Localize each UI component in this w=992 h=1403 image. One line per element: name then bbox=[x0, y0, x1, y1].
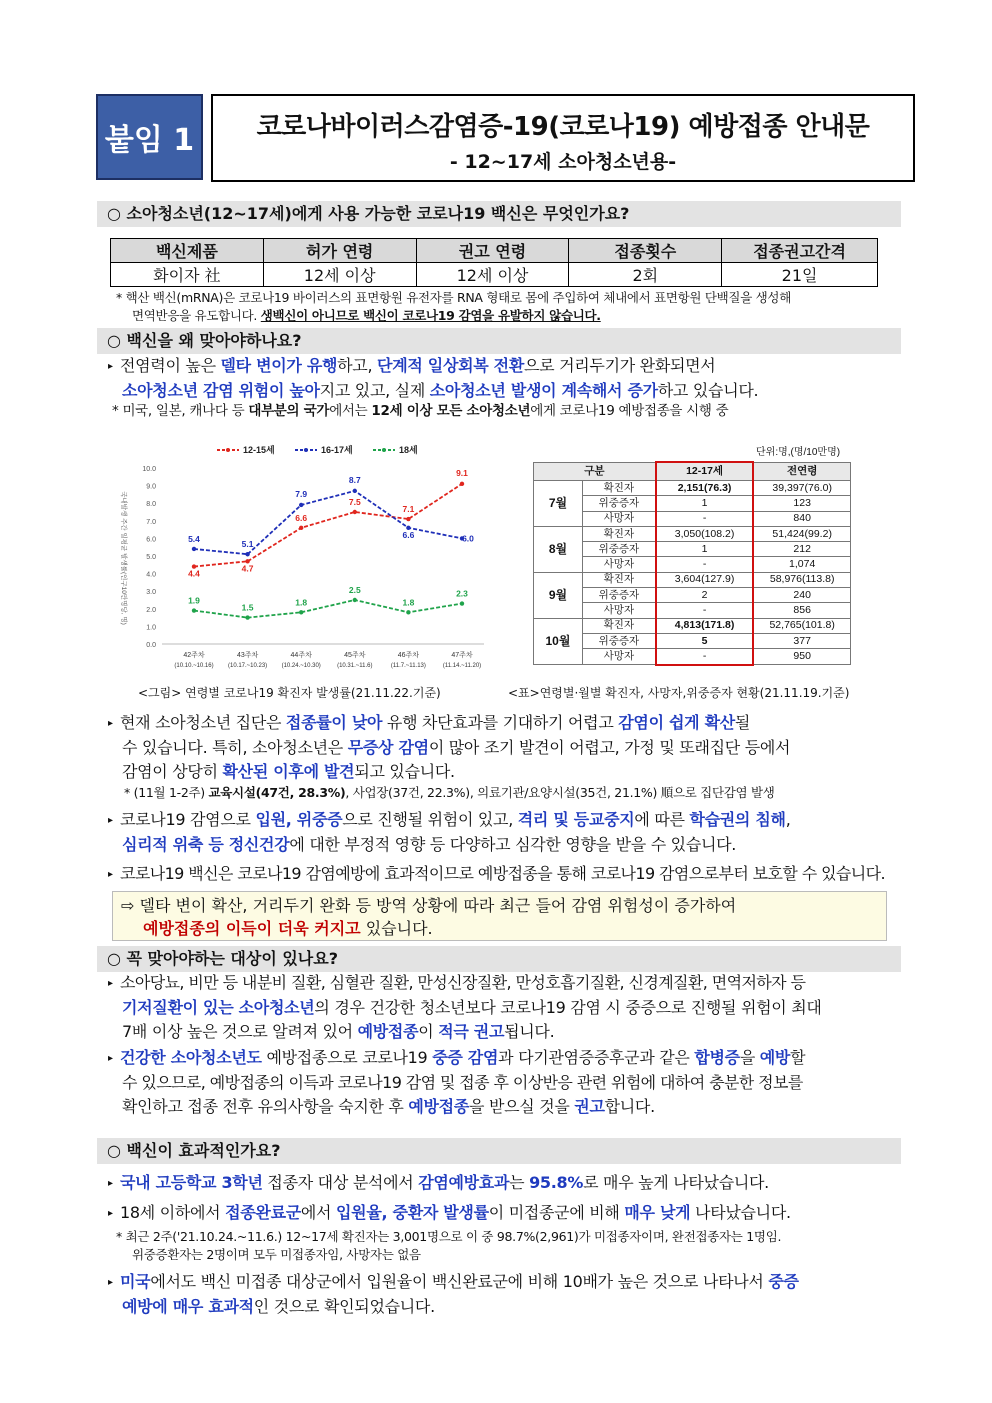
bullet-icon: ▸ bbox=[108, 977, 113, 989]
table-unit-label: 단위:명,(명/10만명) bbox=[756, 447, 841, 458]
data-label: 1.8 bbox=[295, 597, 308, 608]
y-tick-label: 4.0 bbox=[146, 571, 156, 579]
vaccine-table-header: 허가 연령 bbox=[263, 239, 416, 263]
cluster-paragraph: ▸ 현재 소아청소년 집단은 접종률이 낮아 유행 차단효과를 기대하기 어렵고 감염이 쉽게 확산될 수 있습니다. 특히, 소아청소년은 무증상 감염이 많아 조기 발견이 어렵고, 가정 및 또래집단 등에서 감염이 상당히 확산된 이후에 발견되고 있습니다. bbox=[108, 713, 791, 781]
case-table-cell: 52,765(101.8) bbox=[753, 618, 850, 633]
x-tick-date: (11.14.~11.20) bbox=[442, 663, 482, 669]
data-label: 6.6 bbox=[402, 529, 415, 540]
data-point bbox=[192, 608, 196, 612]
case-table bbox=[533, 461, 851, 666]
data-label: 9.1 bbox=[456, 467, 468, 478]
case-table-cell: 위중증자 bbox=[582, 588, 655, 603]
protection-paragraph: ▸ 코로나19 백신은 코로나19 감염예방에 효과적이므로 예방접종을 통해 코로나19 감염으로부터 보호할 수 있습니다. bbox=[108, 862, 898, 887]
case-table-cell: 1,074 bbox=[753, 557, 850, 572]
legend-marker bbox=[226, 448, 230, 452]
vaccine-table-cell: 12세 이상 bbox=[416, 263, 569, 287]
table-row bbox=[111, 263, 878, 287]
case-table-cell: 사망자 bbox=[582, 603, 655, 618]
x-tick-label: 43주차 bbox=[236, 652, 259, 659]
case-table-cell: 51,424(99.2) bbox=[753, 526, 850, 541]
data-point bbox=[245, 615, 249, 619]
case-table-cell: 856 bbox=[753, 603, 850, 618]
legend-marker bbox=[382, 448, 386, 452]
x-tick-date: (10.24.~10.30) bbox=[281, 663, 321, 669]
page-title: 코로나바이러스감염증-19(코로나19) 예방접종 안내문 bbox=[256, 112, 870, 142]
series-line-16-17세 bbox=[194, 488, 462, 554]
case-table-cell: 확진자 bbox=[582, 526, 655, 541]
case-table-cell: 사망자 bbox=[582, 557, 655, 572]
y-axis-label: 국내발생 주간 일평균 발생률(인구10만명당, 명) bbox=[120, 491, 127, 625]
data-label: 7.9 bbox=[295, 488, 308, 499]
chart-caption: <그림> 연령별 코로나19 확진자 발생률(21.11.22.기준) bbox=[138, 686, 441, 700]
data-point bbox=[353, 598, 357, 602]
case-table-cell: 58,976(113.8) bbox=[753, 572, 850, 587]
series-line-12-15세 bbox=[194, 484, 462, 567]
case-table-cell: 240 bbox=[753, 588, 850, 603]
bullet-icon: ▸ bbox=[108, 1177, 113, 1189]
table-row bbox=[534, 618, 851, 633]
y-tick-label: 0.0 bbox=[146, 642, 156, 649]
data-label: 1.8 bbox=[402, 597, 415, 608]
cluster-note: * (11월 1-2주) 교육시설(47건, 28.3%), 사업장(37건, 22.3%), 의료기관/요양시설(35건, 21.1%) 順으로 집단감염 발생 bbox=[124, 785, 775, 800]
impact-paragraph: ▸ 코로나19 감염으로 입원, 위중증으로 진행될 위험이 있고, 격리 및 등교중지에 따른 학습권의 침해, 심리적 위축 등 정신건강에 대한 부정적 영향 등 다양하고 심각한 영향을 받을 수 있습니다. bbox=[108, 810, 791, 854]
y-tick-label: 9.0 bbox=[146, 483, 156, 491]
y-tick-label: 2.0 bbox=[146, 606, 156, 614]
document-title-box bbox=[211, 94, 915, 182]
data-point bbox=[353, 489, 357, 493]
case-table-cell: 사망자 bbox=[582, 511, 655, 526]
bullet-icon: ▸ bbox=[108, 814, 113, 826]
vaccine-table bbox=[110, 238, 878, 287]
case-table-cell: 3,604(127.9) bbox=[656, 572, 754, 587]
x-tick-date: (10.10.~10.16) bbox=[174, 663, 214, 669]
case-table-cell: 위중증자 bbox=[582, 496, 655, 511]
bullet-icon: ▸ bbox=[108, 1052, 113, 1064]
case-table-cell: 위중증자 bbox=[582, 633, 655, 648]
table-row bbox=[534, 526, 851, 541]
vaccine-table-cell: 21일 bbox=[722, 263, 878, 287]
case-table-month: 10월 bbox=[534, 618, 583, 664]
y-tick-label: 8.0 bbox=[146, 501, 156, 509]
table-caption: <표>연령별·월별 확진자, 사망자,위중증자 현황(21.11.19.기준) bbox=[508, 686, 850, 700]
x-tick-label: 44주차 bbox=[290, 652, 312, 659]
legend-marker bbox=[304, 448, 308, 452]
case-table-header-row bbox=[534, 462, 851, 481]
legend-label: 12-15세 bbox=[243, 445, 275, 455]
case-table-cell: 840 bbox=[753, 511, 850, 526]
data-point bbox=[353, 510, 357, 514]
bullet-icon: ▸ bbox=[108, 1207, 113, 1219]
effect-paragraph-2: ▸ 18세 이하에서 접종완료군에서 입원율, 중환자 발생률이 미접종군에 비해 매우 낮게 나타났습니다. bbox=[108, 1201, 898, 1226]
why-note: * 미국, 일본, 캐나다 등 대부분의 국가에서는 12세 이상 모든 소아청소년에게 코로나19 예방접종을 시행 중 bbox=[112, 403, 729, 419]
bullet-icon: ▸ bbox=[108, 868, 113, 880]
data-point bbox=[299, 610, 303, 614]
case-table-cell: 위중증자 bbox=[582, 542, 655, 557]
data-point bbox=[299, 526, 303, 530]
data-point bbox=[460, 482, 464, 486]
data-label: 5.4 bbox=[188, 533, 200, 544]
case-table-cell: 1 bbox=[656, 496, 754, 511]
y-tick-label: 5.0 bbox=[146, 554, 156, 561]
target-paragraph: ▸ 소아당뇨, 비만 등 내분비 질환, 심혈관 질환, 만성신장질환, 만성호흡기질환, 신경계질환, 면역저하자 등 기저질환이 있는 소아청소년의 경우 건강한 청소년보다 코로나19 감염 시 중증으로 진행될 위험이 최대 7배 이상 높은 것으로 알려져 있어 예방접종이 적극 권고됩니다. bbox=[108, 973, 822, 1041]
bullet-icon: ▸ bbox=[108, 360, 113, 372]
data-point bbox=[406, 610, 410, 614]
table-row bbox=[534, 572, 851, 587]
x-tick-label: 47주차 bbox=[451, 652, 473, 659]
case-table-month: 8월 bbox=[534, 526, 583, 572]
case-table-header: 전연령 bbox=[753, 462, 850, 481]
case-table-month: 7월 bbox=[534, 481, 583, 527]
data-label: 4.7 bbox=[241, 563, 254, 574]
vaccine-table-header: 백신제품 bbox=[111, 239, 264, 263]
y-tick-label: 6.0 bbox=[146, 536, 156, 544]
legend-label: 16-17세 bbox=[321, 445, 353, 455]
data-label: 1.5 bbox=[241, 602, 254, 613]
y-tick-label: 3.0 bbox=[146, 589, 156, 597]
y-tick-label: 7.0 bbox=[146, 518, 156, 526]
section-heading-why: ○ 백신을 왜 맞아야하나요? bbox=[97, 328, 901, 354]
vaccine-table-header-row bbox=[111, 239, 878, 263]
data-label: 1.9 bbox=[188, 595, 200, 606]
data-label: 8.7 bbox=[348, 474, 361, 485]
case-table-cell: - bbox=[656, 603, 754, 618]
mrna-note: * 핵산 백신(mRNA)은 코로나19 바이러스의 표면항원 유전자를 RNA 형태로 몸에 주입하여 체내에서 표면항원 단백질을 생성해 면역반응을 유도합니다. 생백신이 아니므로 백신이 코로나19 감염을 유발하지 않습니다. bbox=[116, 290, 791, 323]
data-label: 2.3 bbox=[456, 588, 468, 599]
case-table-cell: 212 bbox=[753, 542, 850, 557]
x-tick-date: (10.31.~11.6) bbox=[337, 663, 373, 669]
case-table-cell: 2,151(76.3) bbox=[656, 481, 754, 496]
case-table-cell: - bbox=[656, 649, 754, 665]
x-tick-label: 46주차 bbox=[397, 652, 420, 659]
case-table-cell: 39,397(76.0) bbox=[753, 481, 850, 496]
case-table-cell: 377 bbox=[753, 633, 850, 648]
why-paragraph: ▸ 전염력이 높은 델타 변이가 유행하고, 단계적 일상회복 전환으로 거리두기가 완화되면서 소아청소년 감염 위험이 높아지고 있고, 실제 소아청소년 발생이 계속해서 증가하고 있습니다. bbox=[108, 356, 759, 400]
healthy-paragraph: ▸ 건강한 소아청소년도 예방접종으로 코로나19 중증 감염과 다기관염증증후군과 같은 합병증을 예방할 수 있으므로, 예방접종의 이득과 코로나19 감염 및 접종 후 이상반응 관련 위험에 대하여 충분한 정보를 확인하고 접종 전후 유의사항을 숙지한 후 예방접종을 받으실 것을 권고합니다. bbox=[108, 1048, 806, 1116]
bullet-icon: ▸ bbox=[108, 1276, 113, 1288]
x-tick-label: 45주차 bbox=[344, 652, 366, 659]
case-table-cell: 확진자 bbox=[582, 618, 655, 633]
effect-paragraph-3: ▸ 미국에서도 백신 미접종 대상군에서 입원율이 백신완료군에 비해 10배가 높은 것으로 나타나서 중증 예방에 매우 효과적인 것으로 확인되었습니다. bbox=[108, 1272, 799, 1316]
case-table-cell: - bbox=[656, 511, 754, 526]
case-table-month: 9월 bbox=[534, 572, 583, 618]
vaccine-table-header: 접종횟수 bbox=[569, 239, 722, 263]
bullet-icon: ▸ bbox=[108, 717, 113, 729]
case-table-cell: 3,050(108.2) bbox=[656, 526, 754, 541]
case-table-cell: - bbox=[656, 557, 754, 572]
y-tick-label: 10.0 bbox=[142, 466, 156, 473]
case-table-cell: 확진자 bbox=[582, 572, 655, 587]
attachment-badge: 붙임 1 bbox=[96, 94, 203, 180]
data-point bbox=[406, 517, 410, 521]
vaccine-table-cell: 화이자 社 bbox=[111, 263, 264, 287]
x-tick-date: (11.7.~11.13) bbox=[390, 663, 426, 669]
data-label: 2.5 bbox=[348, 585, 361, 595]
case-table-cell: 950 bbox=[753, 649, 850, 665]
section-heading-target: ○ 꼭 맞아야하는 대상이 있나요? bbox=[97, 946, 901, 972]
callout-box: ⇨ 델타 변이 확산, 거리두기 완화 등 방역 상황에 따라 최근 들어 감염 위험성이 증가하여 예방접종의 이득이 더욱 커지고 있습니다. bbox=[112, 891, 887, 941]
data-point bbox=[245, 552, 249, 556]
case-table-header: 구분 bbox=[534, 462, 656, 481]
case-table-cell: 확진자 bbox=[582, 481, 655, 496]
section-heading-effect: ○ 백신이 효과적인가요? bbox=[97, 1138, 901, 1164]
case-table-cell: 5 bbox=[656, 633, 754, 648]
data-label: 6.0 bbox=[462, 533, 474, 544]
incidence-line-chart bbox=[112, 438, 492, 678]
page-subtitle: - 12~17세 소아청소년용- bbox=[449, 151, 677, 173]
case-table-cell: 4,813(171.8) bbox=[656, 618, 754, 633]
case-table-cell: 사망자 bbox=[582, 649, 655, 665]
data-label: 7.1 bbox=[402, 504, 415, 515]
data-point bbox=[192, 547, 196, 551]
data-label: 6.6 bbox=[295, 512, 308, 523]
section-heading-vaccine: ○ 소아청소년(12~17세)에게 사용 가능한 코로나19 백신은 무엇인가요? bbox=[97, 201, 901, 227]
data-point bbox=[299, 503, 303, 507]
vaccine-table-header: 권고 연령 bbox=[416, 239, 569, 263]
case-table-cell: 123 bbox=[753, 496, 850, 511]
effect-note: * 최근 2주('21.10.24.~11.6.) 12~17세 확진자는 3,001명으로 이 중 98.7%(2,961)가 미접종자이며, 완전접종자는 1명임. 위중증환자는 2명이며 모두 미접종자임, 사망자는 없음 bbox=[116, 1229, 782, 1262]
effect-paragraph-1: ▸ 국내 고등학교 3학년 접종자 대상 분석에서 감염예방효과는 95.8%로 매우 높게 나타났습니다. bbox=[108, 1171, 898, 1196]
legend-label: 18세 bbox=[399, 445, 418, 455]
table-row bbox=[534, 481, 851, 496]
data-point bbox=[460, 601, 464, 605]
vaccine-table-header: 접종권고간격 bbox=[722, 239, 878, 263]
y-tick-label: 1.0 bbox=[146, 624, 156, 632]
series-line-18세 bbox=[194, 600, 462, 618]
x-tick-label: 42주차 bbox=[183, 652, 205, 659]
x-tick-date: (10.17.~10.23) bbox=[227, 663, 268, 669]
data-label: 7.5 bbox=[348, 497, 361, 507]
data-label: 5.1 bbox=[241, 539, 254, 550]
case-table-header: 12-17세 bbox=[656, 462, 754, 481]
data-label: 4.4 bbox=[188, 568, 200, 579]
vaccine-table-cell: 2회 bbox=[569, 263, 722, 287]
case-table-cell: 1 bbox=[656, 542, 754, 557]
case-table-cell: 2 bbox=[656, 588, 754, 603]
vaccine-table-cell: 12세 이상 bbox=[263, 263, 416, 287]
